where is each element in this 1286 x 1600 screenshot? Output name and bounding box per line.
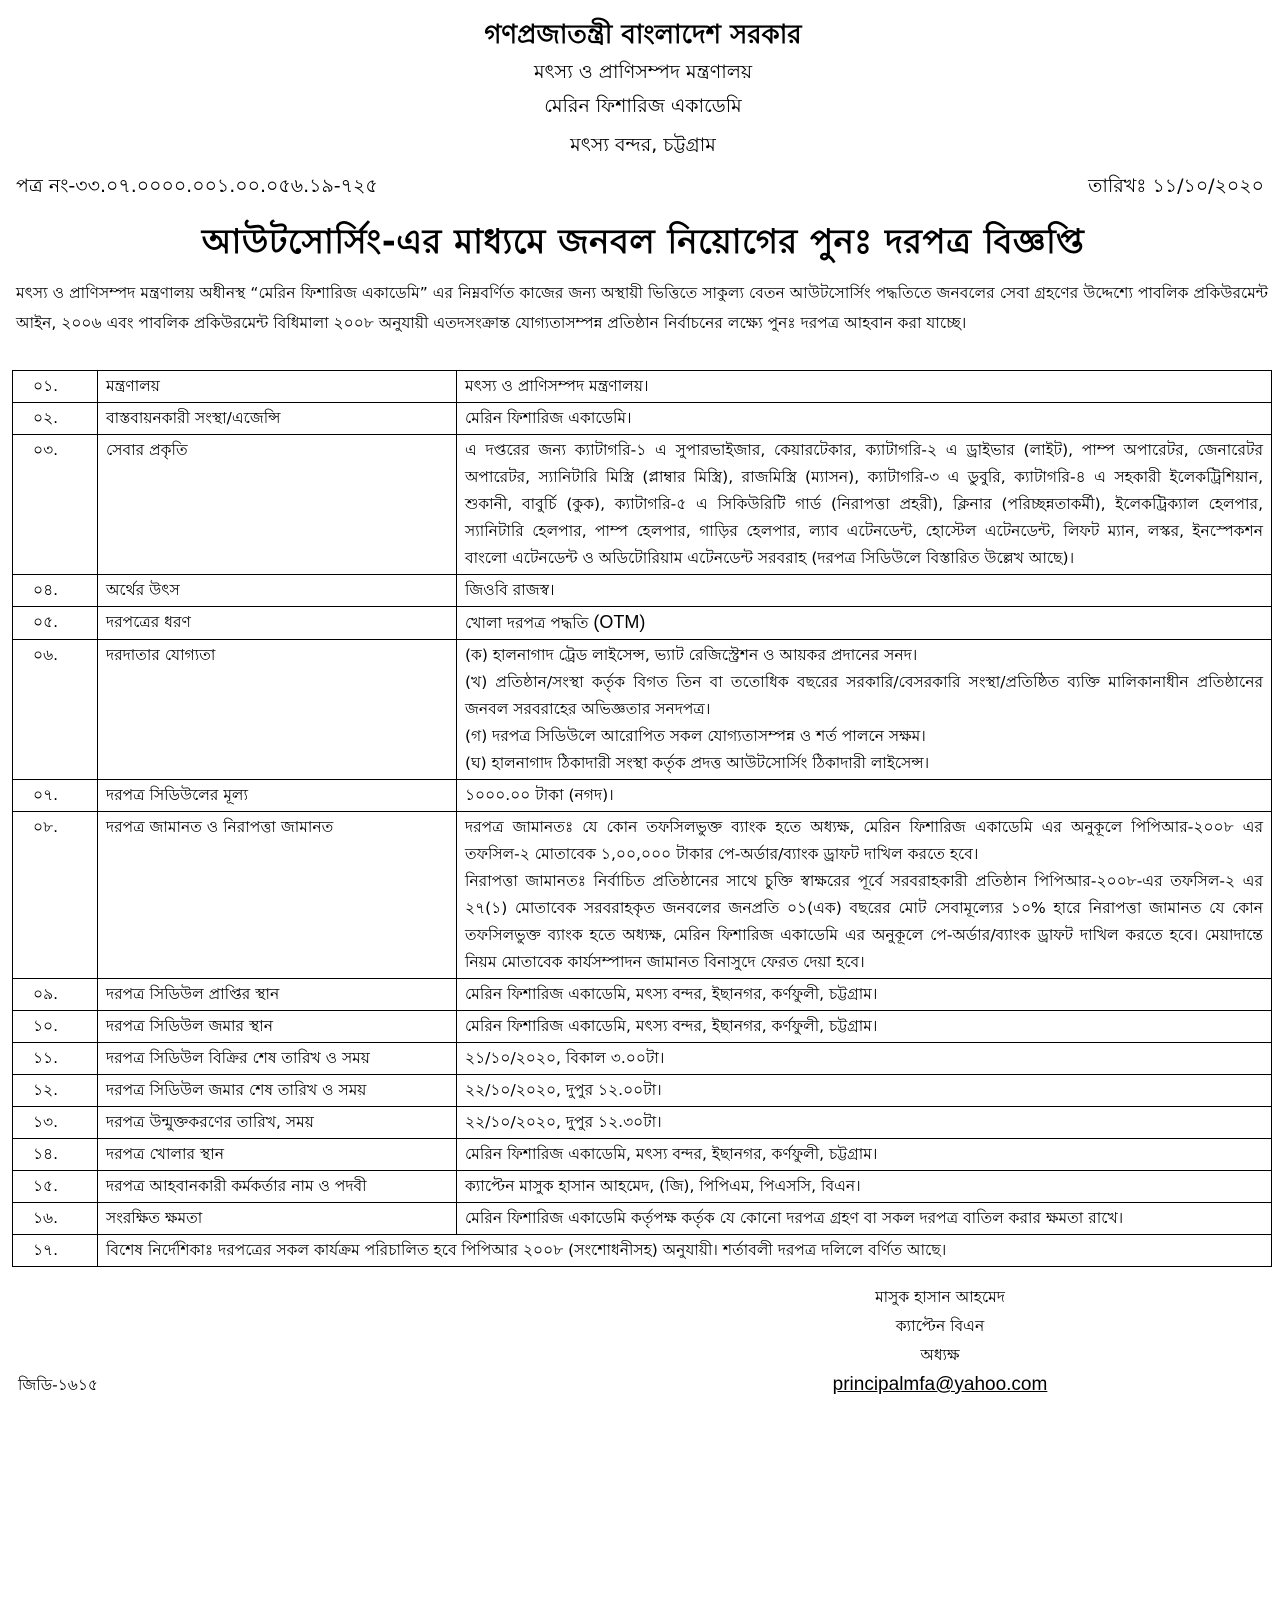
row-number: ১৩. — [13, 1107, 98, 1139]
gd-number: জিডি-১৬১৫ — [18, 1376, 98, 1394]
row-value: মৎস্য ও প্রাণিসম্পদ মন্ত্রণালয়। — [457, 371, 1272, 403]
row-label: দরপত্র সিডিউল প্রাপ্তির স্থান — [98, 979, 457, 1011]
table-row — [13, 435, 1272, 575]
memo-number: পত্র নং-৩৩.০৭.০০০০.০০১.০০.০৫৬.১৯-৭২৫ — [16, 175, 378, 197]
row-value — [457, 812, 1272, 979]
tender-method-text: খোলা দরপত্র পদ্ধতি — [465, 614, 589, 632]
table-row — [13, 1171, 1272, 1203]
qualification-item: (খ) প্রতিষ্ঠান/সংস্থা কর্তৃক বিগত তিন বা ততোধিক বছরের সরকারি/বেসরকারি সংস্থা/প্রতিষ্ঠিত ব্যক্তি মালিকানাধীন প্রতিষ্ঠানের জনবল সরবরাহের অভিজ্ঞতার সনদপত্র। — [465, 673, 1263, 718]
row-number: ১৫. — [13, 1171, 98, 1203]
row-label: বাস্তবায়নকারী সংস্থা/এজেন্সি — [98, 403, 457, 435]
table-row — [13, 575, 1272, 607]
row-label: দরপত্র খোলার স্থান — [98, 1139, 457, 1171]
row-number: ০৯. — [13, 979, 98, 1011]
row-number: ০১. — [13, 371, 98, 403]
row-label: মন্ত্রণালয় — [98, 371, 457, 403]
table-row — [13, 1075, 1272, 1107]
row-number: ১২. — [13, 1075, 98, 1107]
row-label: দরদাতার যোগ্যতা — [98, 640, 457, 780]
tender-method-code: (OTM) — [593, 612, 646, 632]
table-row — [13, 1203, 1272, 1235]
government-title: গণপ্রজাতন্ত্রী বাংলাদেশ সরকার — [484, 20, 802, 50]
table-row — [13, 1139, 1272, 1171]
row-value: জিওবি রাজস্ব। — [457, 575, 1272, 607]
row-value: ক্যাপ্টেন মাসুক হাসান আহমেদ, (জি), পিপিএম, পিএসসি, বিএন। — [457, 1171, 1272, 1203]
row-label: অর্থের উৎস — [98, 575, 457, 607]
notice-title: আউটসোর্সিং-এর মাধ্যমে জনবল নিয়োগের পুনঃ দরপত্র বিজ্ঞপ্তি — [201, 222, 1085, 262]
row-number: ০৩. — [13, 435, 98, 575]
row-value — [457, 607, 1272, 640]
signatory-rank: ক্যাপ্টেন বিএন — [895, 1317, 985, 1335]
row-number: ০২. — [13, 403, 98, 435]
row-number: ১০. — [13, 1011, 98, 1043]
table-row — [13, 1011, 1272, 1043]
notice-date: তারিখঃ ১১/১০/২০২০ — [1088, 175, 1264, 197]
table-row — [13, 1107, 1272, 1139]
row-number: ১৭. — [13, 1235, 98, 1267]
row-value: মেরিন ফিশারিজ একাডেমি, মৎস্য বন্দর, ইছানগর, কর্ণফুলী, চট্টগ্রাম। — [457, 1011, 1272, 1043]
academy-address: মৎস্য বন্দর, চট্টগ্রাম — [570, 134, 716, 156]
contact-email[interactable]: principalmfa@yahoo.com — [832, 1374, 1048, 1395]
tender-details-table — [12, 370, 1272, 1267]
qualification-item: (গ) দরপত্র সিডিউলে আরোপিত সকল যোগ্যতাসম্পন্ন ও শর্ত পালনে সক্ষম। — [465, 727, 926, 745]
row-label: সেবার প্রকৃতি — [98, 435, 457, 575]
row-label: দরপত্র আহবানকারী কর্মকর্তার নাম ও পদবী — [98, 1171, 457, 1203]
intro-paragraph: মৎস্য ও প্রাণিসম্পদ মন্ত্রণালয় অধীনস্থ “মেরিন ফিশারিজ একাডেমি” এর নিম্নবর্ণিত কাজের জন্য অস্থায়ী ভিত্তিতে সাকুল্য বেতন আউটসোর্সিং পদ্ধতিতে জনবলের সেবা গ্রহণের উদ্দেশ্যে পাবলিক প্রকিউরমেন্ট আইন, ২০০৬ এবং পাবলিক প্রকিউরমেন্ট বিধিমালা ২০০৮ অনুযায়ী এতদসংক্রান্ত যোগ্যতাসম্পন্ন প্রতিষ্ঠান নির্বাচনের লক্ষ্যে পুনঃ দরপত্র আহবান করা যাচ্ছে। — [16, 284, 1268, 332]
ministry-name: মৎস্য ও প্রাণিসম্পদ মন্ত্রণালয় — [533, 61, 753, 83]
row-value: এ দপ্তরের জন্য ক্যাটাগরি-১ এ সুপারভাইজার, কেয়ারটেকার, ক্যাটাগরি-২ এ ড্রাইভার (লাইট), পাম্প অপারেটর, জেনারেটর অপারেটর, স্যানিটারি মিস্ত্রি (প্লাম্বার মিস্ত্রি), রাজমিস্ত্রি (ম্যাসন), ক্যাটাগরি-৩ এ ডুবুরি, ক্যাটাগরি-৪ এ সহকারী ইলেকট্রিশিয়ান, শুকানী, বাবুর্চি (কুক), ক্যাটাগরি-৫ এ সিকিউরিটি গার্ড (নিরাপত্তা প্রহরী), ক্লিনার (পরিচ্ছন্নতাকর্মী), ইলেকট্রিক্যাল হেলপার, স্যানিটারি হেলপার, পাম্প হেলপার, গাড়ির হেলপার, ল্যাব এটেনডেন্ট, হোস্টেল এটেনডেন্ট, লিফট ম্যান, লস্কর, ইনস্পেকশন বাংলো এটেনডেন্ট ও অডিটোরিয়াম এটেনডেন্ট সরবরাহ (দরপত্র সিডিউলে বিস্তারিত উল্লেখ আছে)। — [457, 435, 1272, 575]
row-number: ১৪. — [13, 1139, 98, 1171]
academy-name: মেরিন ফিশারিজ একাডেমি — [544, 95, 742, 117]
row-number: ০৪. — [13, 575, 98, 607]
qualification-item: (ক) হালনাগাদ ট্রেড লাইসেন্স, ভ্যাট রেজিস্ট্রেশন ও আয়কর প্রদানের সনদ। — [465, 646, 918, 664]
row-value: মেরিন ফিশারিজ একাডেমি। — [457, 403, 1272, 435]
row-label: দরপত্র উন্মুক্তকরণের তারিখ, সময় — [98, 1107, 457, 1139]
row-label: দরপত্র সিডিউলের মূল্য — [98, 780, 457, 812]
row-label: দরপত্র সিডিউল জমার শেষ তারিখ ও সময় — [98, 1075, 457, 1107]
qualification-item: (ঘ) হালনাগাদ ঠিকাদারী সংস্থা কর্তৃক প্রদত্ত আউটসোর্সিং ঠিকাদারী লাইসেন্স। — [465, 754, 930, 772]
table-row — [13, 780, 1272, 812]
table-row — [13, 640, 1272, 780]
row-value: ২১/১০/২০২০, বিকাল ৩.০০টা। — [457, 1043, 1272, 1075]
row-label: সংরক্ষিত ক্ষমতা — [98, 1203, 457, 1235]
special-instruction: বিশেষ নির্দেশিকাঃ দরপত্রের সকল কার্যক্রম পরিচালিত হবে পিপিআর ২০০৮ (সংশোধনীসহ) অনুযায়ী। শর্তাবলী দরপত্র দলিলে বর্ণিত আছে। — [98, 1235, 1272, 1267]
signatory-designation: অধ্যক্ষ — [920, 1346, 960, 1364]
row-number: ০৮. — [13, 812, 98, 979]
tender-security-text: দরপত্র জামানতঃ যে কোন তফসিলভুক্ত ব্যাংক হতে অধ্যক্ষ, মেরিন ফিশারিজ একাডেমি এর অনুকূলে পিপিআর-২০০৮ এর তফসিল-২ মোতাবেক ১,০০,০০০ টাকার পে-অর্ডার/ব্যাংক ড্রাফট দাখিল করতে হবে। — [465, 818, 1263, 863]
table-row — [13, 371, 1272, 403]
row-number: ০৭. — [13, 780, 98, 812]
row-value: মেরিন ফিশারিজ একাডেমি কর্তৃপক্ষ কর্তৃক যে কোনো দরপত্র গ্রহণ বা সকল দরপত্র বাতিল করার ক্ষমতা রাখে। — [457, 1203, 1272, 1235]
row-value — [457, 640, 1272, 780]
table-row — [13, 1235, 1272, 1267]
row-value: ২২/১০/২০২০, দুপুর ১২.৩০টা। — [457, 1107, 1272, 1139]
table-row — [13, 1043, 1272, 1075]
row-number: ০৫. — [13, 607, 98, 640]
row-label: দরপত্র সিডিউল জমার স্থান — [98, 1011, 457, 1043]
row-label: দরপত্রের ধরণ — [98, 607, 457, 640]
table-row — [13, 607, 1272, 640]
row-label: দরপত্র জামানত ও নিরাপত্তা জামানত — [98, 812, 457, 979]
signatory-name: মাসুক হাসান আহমেদ — [875, 1288, 1005, 1306]
row-label: দরপত্র সিডিউল বিক্রির শেষ তারিখ ও সময় — [98, 1043, 457, 1075]
row-number: ০৬. — [13, 640, 98, 780]
row-value: মেরিন ফিশারিজ একাডেমি, মৎস্য বন্দর, ইছানগর, কর্ণফুলী, চট্টগ্রাম। — [457, 979, 1272, 1011]
row-number: ১৬. — [13, 1203, 98, 1235]
row-value: মেরিন ফিশারিজ একাডেমি, মৎস্য বন্দর, ইছানগর, কর্ণফুলী, চট্টগ্রাম। — [457, 1139, 1272, 1171]
row-value: ১০০০.০০ টাকা (নগদ)। — [457, 780, 1272, 812]
table-row — [13, 403, 1272, 435]
signature-block — [790, 1283, 1090, 1399]
row-number: ১১. — [13, 1043, 98, 1075]
table-row — [13, 812, 1272, 979]
table-row — [13, 979, 1272, 1011]
row-value: ২২/১০/২০২০, দুপুর ১২.০০টা। — [457, 1075, 1272, 1107]
performance-security-text: নিরাপত্তা জামানতঃ নির্বাচিত প্রতিষ্ঠানের সাথে চুক্তি স্বাক্ষরের পূর্বে সরবরাহকারী প্রতিষ্ঠান পিপিআর-২০০৮-এর তফসিল-২ এর ২৭(১) মোতাবেক সরবরাহকৃত জনবলের জনপ্রতি ০১(এক) বছরের মোট সেবামূল্যের ১০% হারে নিরাপত্তা জামানত যে কোন তফসিলভুক্ত ব্যাংক হতে অধ্যক্ষ, মেরিন ফিশারিজ একাডেমি এর অনুকূলে পে-অর্ডার/ব্যাংক ড্রাফট দাখিল করতে হবে। মেয়াদান্তে নিয়ম মোতাবেক কার্যসম্পাদন জামানত বিনাসুদে ফেরত দেয়া হবে। — [465, 872, 1263, 971]
